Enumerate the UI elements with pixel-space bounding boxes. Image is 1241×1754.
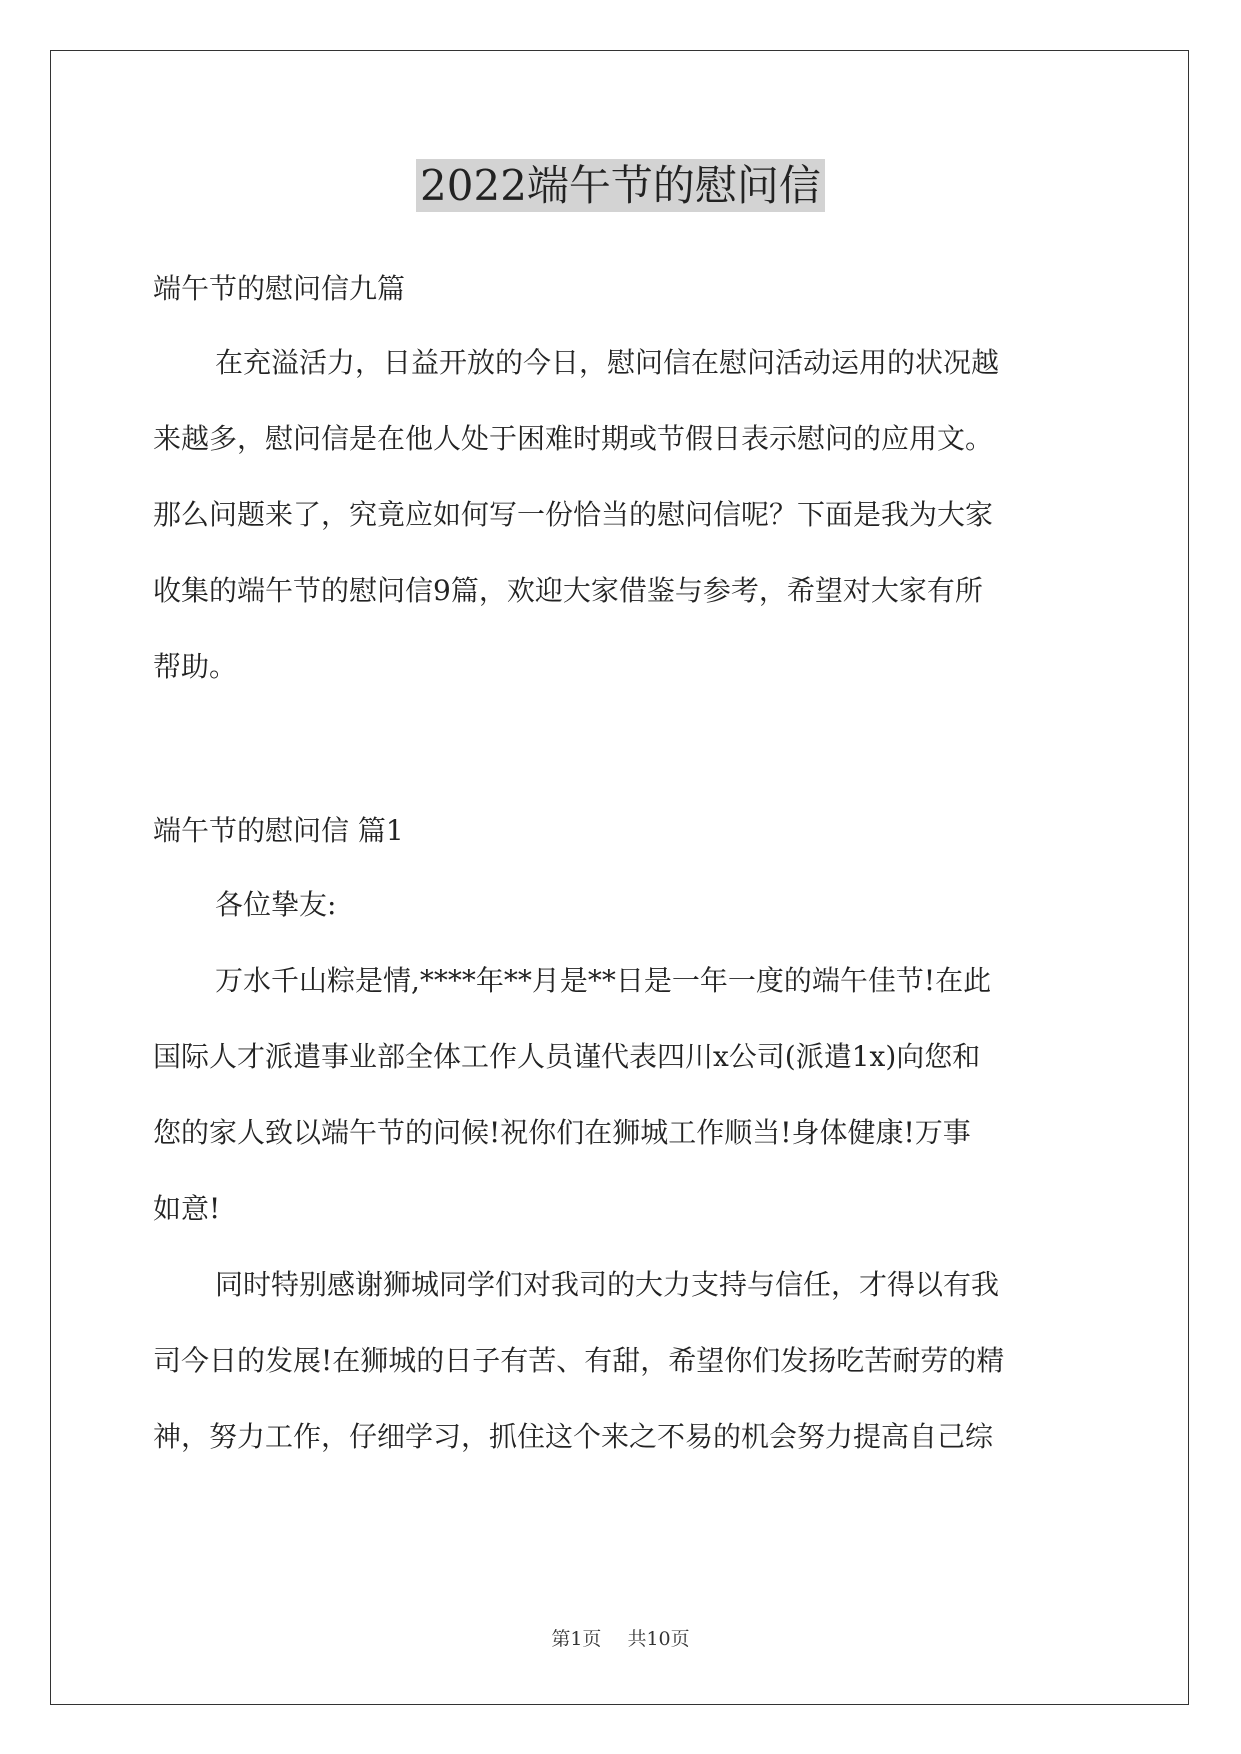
body-line: 同时特别感谢狮城同学们对我司的大力支持与信任，才得以有我 <box>215 1268 1000 1301</box>
body-line: 司今日的发展!在狮城的日子有苦、有甜，希望你们发扬吃苦耐劳的精 <box>153 1344 1005 1377</box>
intro-line: 帮助。 <box>153 650 238 683</box>
intro-line: 那么问题来了，究竟应如何写一份恰当的慰问信呢？下面是我为大家 <box>153 498 994 531</box>
body-line: 国际人才派遣事业部全体工作人员谨代表四川x公司(派遣1x)向您和 <box>153 1040 981 1073</box>
body-line: 万水千山粽是情,****年**月是**日是一年一度的端午佳节!在此 <box>215 964 992 997</box>
page-number: 第1页 <box>551 1628 602 1650</box>
page-footer <box>0 1624 1241 1651</box>
intro-line: 收集的端午节的慰问信9篇，欢迎大家借鉴与参考，希望对大家有所 <box>153 574 983 607</box>
document-subtitle: 端午节的慰问信九篇 <box>153 272 406 305</box>
body-line: 您的家人致以端午节的问候!祝你们在狮城工作顺当!身体健康!万事 <box>153 1116 971 1149</box>
intro-line: 来越多，慰问信是在他人处于困难时期或节假日表示慰问的应用文。 <box>153 422 994 455</box>
section-heading: 端午节的慰问信 篇1 <box>153 814 404 847</box>
document-title <box>0 158 1241 214</box>
document-title-text: 2022端午节的慰问信 <box>416 159 825 212</box>
salutation: 各位挚友: <box>215 888 337 921</box>
body-line: 神，努力工作，仔细学习，抓住这个来之不易的机会努力提高自己综 <box>153 1420 994 1453</box>
intro-line: 在充溢活力，日益开放的今日，慰问信在慰问活动运用的状况越 <box>215 346 1000 379</box>
page-total: 共10页 <box>627 1628 690 1650</box>
body-line: 如意! <box>153 1192 221 1225</box>
